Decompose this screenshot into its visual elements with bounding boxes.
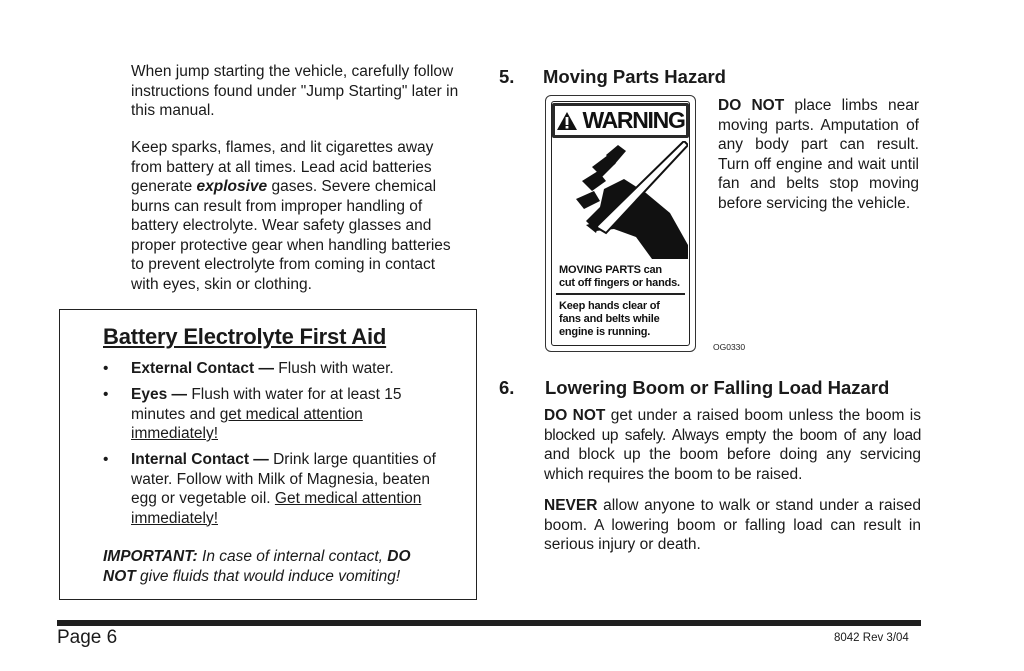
medical-attention-link: get medical attention (219, 405, 363, 423)
sign-text-engine-running: engine is running. (559, 326, 651, 338)
sign-text-cut-off: cut off fingers or hands. (559, 277, 680, 289)
battery-line: generate explosive gases. Severe chemical (131, 178, 437, 195)
sign-code: OG0330 (713, 342, 746, 352)
warning-banner (552, 103, 689, 138)
battery-warning-paragraph (131, 138, 481, 294)
bullet: • (103, 360, 109, 377)
external-contact-item: External Contact — Flush with water. (131, 360, 394, 377)
battery-line: battery electrolyte. Wear safety glasses and (131, 217, 432, 234)
sign-text-fans-belts: fans and belts while (559, 313, 660, 325)
battery-line: burns can result from improper handling of (131, 197, 423, 215)
battery-line: with eyes, skin or clothing. (131, 275, 312, 293)
sign-divider (556, 293, 685, 295)
section-6-paragraph-2: NEVER allow anyone to walk or stand under a raised boom. A lowering boom or falling load can result in serious injury or death. (544, 497, 921, 553)
section-6-paragraph-1: DO NOT get under a raised boom unless the boom is blocked up safely. Always empty the boom of any load and block up the boom before doing any servicing which requires the boom to be raised. (544, 407, 921, 483)
section-6-number: 6. (499, 377, 515, 398)
sign-text-moving-parts: MOVING PARTS can (559, 264, 662, 276)
bullet: • (103, 451, 109, 468)
internal-contact-item: Internal Contact — Drink large quantities of water. Follow with Milk of Magnesia, beaten egg or vegetable oil. Get medical attention immediately! (131, 451, 436, 527)
eyes-item: Eyes — Flush with water for at least 15 minutes and get medical attention immediately! (131, 386, 402, 442)
section-6-title: Lowering Boom or Falling Load Hazard (545, 377, 890, 398)
important-note: IMPORTANT: In case of internal contact, DO NOT give fluids that would induce vomiting! (103, 548, 411, 585)
first-aid-title: Battery Electrolyte First Aid (103, 324, 387, 349)
battery-line: to prevent electrolyte from coming in contact (131, 256, 436, 273)
warning-triangle-icon (556, 111, 578, 131)
hand-fan-hazard-icon (566, 141, 688, 259)
page-number: Page 6 (57, 627, 118, 648)
warning-word: WARNING (582, 107, 685, 133)
section-5-number: 5. (499, 66, 515, 87)
battery-line: from battery at all times. Lead acid batteries (131, 158, 432, 176)
battery-line: Keep sparks, flames, and lit cigarettes away (131, 139, 434, 156)
bullet: • (103, 386, 109, 403)
sign-text-keep-hands: Keep hands clear of (559, 300, 660, 312)
battery-line: proper protective gear when handling batteries (131, 236, 451, 254)
document-revision: 8042 Rev 3/04 (834, 632, 909, 644)
section-5-title: Moving Parts Hazard (543, 66, 726, 87)
explosive-emphasis: explosive (196, 178, 268, 195)
jump-start-paragraph: When jump starting the vehicle, carefully follow instructions found under "Jump Starting" later in this manual. (131, 63, 459, 119)
section-5-text: DO NOT place limbs near moving parts. Amputation of any body part can result. Turn off engine and wait until fan and belts stop moving before servicing the vehicle. (718, 97, 919, 212)
footer-rule (57, 620, 921, 626)
medical-attention-link: Get medical attention (274, 490, 422, 507)
warning-sign (545, 95, 696, 352)
